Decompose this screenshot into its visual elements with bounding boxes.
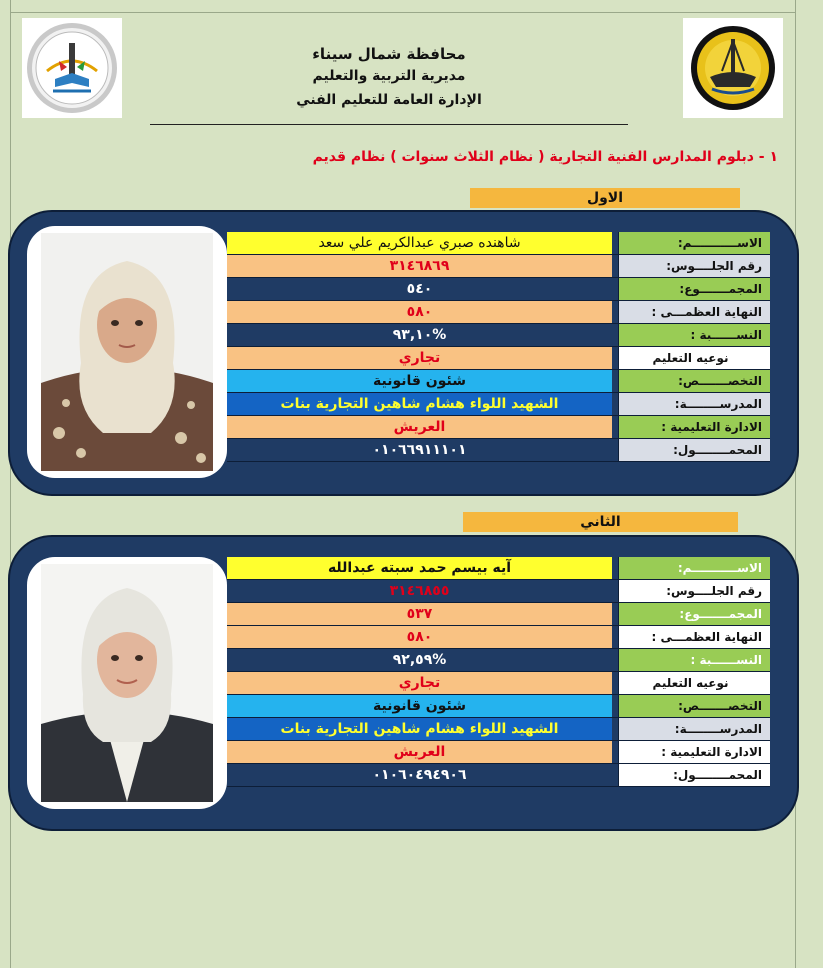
student-portrait-icon: [41, 564, 213, 802]
value-name: آيه بيسم حمد سبته عبدالله: [227, 557, 612, 579]
value-administration: العريش: [227, 416, 612, 438]
label-max-score: النهاية العظمـــى :: [618, 301, 770, 323]
value-percentage: %٩٢,٥٩: [227, 649, 612, 671]
student-info-table: [227, 557, 770, 787]
student-card-second: [8, 535, 799, 831]
student-photo-frame: [27, 226, 227, 478]
administration-title: الإدارة العامة للتعليم الفني: [296, 92, 482, 108]
value-education-type: تجاري: [227, 347, 612, 369]
label-seat-number: رقم الجلــــوس:: [618, 255, 770, 277]
label-education-type: نوعيه التعليم: [618, 347, 770, 369]
page-frame-top: [10, 12, 796, 13]
value-education-type: تجاري: [227, 672, 612, 694]
label-name: الاســـــــــــم:: [618, 557, 770, 579]
row-specialization: [227, 695, 770, 718]
row-name: [227, 557, 770, 580]
label-mobile: المحمــــــــول:: [618, 439, 770, 461]
row-mobile: [227, 764, 770, 787]
value-seat-number: ٣١٤٦٨٦٩: [227, 255, 612, 277]
student-card-first: [8, 210, 799, 496]
governorate-title: محافظة شمال سيناء: [312, 45, 466, 63]
student-photo: [41, 564, 213, 802]
value-percentage: %٩٣,١٠: [227, 324, 612, 346]
page-frame-right: [795, 0, 796, 968]
student-portrait-icon: [41, 233, 213, 471]
row-max-score: [227, 301, 770, 324]
value-name: شاهنده صبري عبدالكريم علي سعد: [227, 232, 612, 254]
rank-label-first: الاول: [470, 188, 740, 208]
label-total: المجمـــــــوع:: [618, 603, 770, 625]
row-specialization: [227, 370, 770, 393]
label-total: المجمـــــــوع:: [618, 278, 770, 300]
student-photo-frame: [27, 557, 227, 809]
page-frame-left: [10, 0, 11, 968]
row-total: [227, 278, 770, 301]
row-total: [227, 603, 770, 626]
governorate-logo: [683, 18, 783, 118]
row-max-score: [227, 626, 770, 649]
label-max-score: النهاية العظمـــى :: [618, 626, 770, 648]
value-max-score: ٥٨٠: [227, 626, 612, 648]
value-total: ٥٤٠: [227, 278, 612, 300]
row-seat-number: [227, 580, 770, 603]
section-subtitle: ١ - دبلوم المدارس الفنية التجارية ( نظام الثلاث سنوات ) نظام قديم: [312, 149, 778, 165]
label-administration: الادارة التعليمية :: [618, 741, 770, 763]
education-logo: [22, 18, 122, 118]
value-seat-number: ٣١٤٦٨٥٥: [227, 580, 612, 602]
value-school: الشهيد اللواء هشام شاهين التجارية بنات: [227, 718, 612, 740]
label-school: المدرســــــــة:: [618, 393, 770, 415]
row-name: [227, 232, 770, 255]
row-education-type: [227, 672, 770, 695]
value-administration: العريش: [227, 741, 612, 763]
label-administration: الادارة التعليمية :: [618, 416, 770, 438]
label-mobile: المحمــــــــول:: [618, 764, 770, 786]
label-percentage: النســــــبة :: [618, 649, 770, 671]
student-info-table: [227, 232, 770, 462]
value-specialization: شئون قانونية: [227, 695, 612, 717]
row-seat-number: [227, 255, 770, 278]
label-specialization: التخصـــــــص:: [618, 695, 770, 717]
value-mobile: ٠١٠٦٦٩١١١٠١: [227, 439, 612, 461]
value-total: ٥٣٧: [227, 603, 612, 625]
value-school: الشهيد اللواء هشام شاهين التجارية بنات: [227, 393, 612, 415]
value-max-score: ٥٨٠: [227, 301, 612, 323]
student-photo: [41, 233, 213, 471]
label-seat-number: رقم الجلــــوس:: [618, 580, 770, 602]
label-education-type: نوعيه التعليم: [618, 672, 770, 694]
row-education-type: [227, 347, 770, 370]
row-school: [227, 718, 770, 741]
label-name: الاســـــــــــم:: [618, 232, 770, 254]
row-school: [227, 393, 770, 416]
directorate-title: مديرية التربية والتعليم: [312, 68, 466, 84]
row-percentage: [227, 649, 770, 672]
value-mobile: ٠١٠٦٠٤٩٤٩٠٦: [227, 764, 612, 786]
label-school: المدرســــــــة:: [618, 718, 770, 740]
row-administration: [227, 416, 770, 439]
label-percentage: النســــــبة :: [618, 324, 770, 346]
header-divider: [150, 124, 628, 125]
rank-label-second: الثاني: [463, 512, 738, 532]
governorate-seal-icon: [688, 23, 778, 113]
row-mobile: [227, 439, 770, 462]
row-percentage: [227, 324, 770, 347]
label-specialization: التخصـــــــص:: [618, 370, 770, 392]
value-specialization: شئون قانونية: [227, 370, 612, 392]
row-administration: [227, 741, 770, 764]
education-emblem-icon: [25, 21, 119, 115]
